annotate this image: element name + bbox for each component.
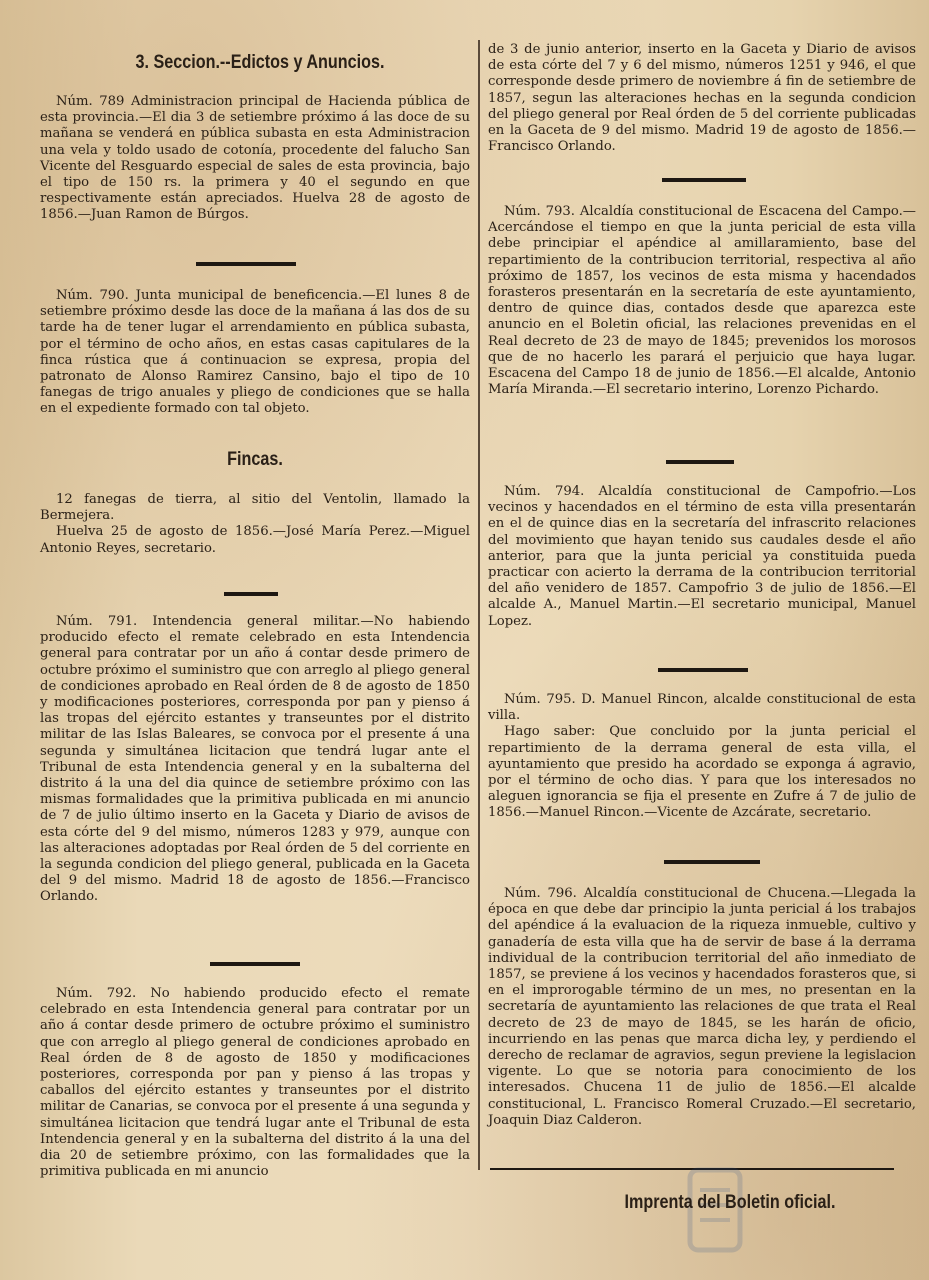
notice-793-text: Núm. 793. Alcaldía constitucional de Escacena del Campo.—Acercándose el tiempo en que la junta pericial de esta villa debe principiar el apéndice al amillaramiento, base del repartimiento de la contribucion territorial, respectiva al año próximo de 1857, los vecinos de esta misma y hacendados forasteros presentarán en la secretaría de este ayuntamiento, dentro de quince dias, contados desde que aparezca este anuncio en el Boletin oficial, las relaciones prevenidas en el Real decreto de 23 de mayo de 1845; prevenidos los morosos que de no hacerlo les parará el perjuicio que haya lugar. Escacena del Campo 18 de junio de 1856.—El alcalde, Antonio María Miranda.—El secretario interino, Lorenzo Pichardo. bbox=[488, 204, 916, 398]
notice-795-heading: Núm. 795. D. Manuel Rincon, alcalde constitucional de esta villa. bbox=[488, 692, 916, 724]
notice-790 bbox=[40, 288, 470, 418]
separator-rule bbox=[658, 668, 748, 672]
notice-793 bbox=[488, 204, 916, 398]
fincas-heading: Fincas. bbox=[227, 449, 283, 470]
separator-rule bbox=[662, 178, 746, 182]
notice-794-text: Núm. 794. Alcaldía constitucional de Campofrio.—Los vecinos y hacendados en el término de esta villa presentarán en el de quince dias en la secretaría del infrascrito relaciones del movimiento que hayan tenido sus caudales desde el año anterior, para que la junta pericial ya constituida pueda practicar con acierto la derrama de la contribucion territorial del año venidero de 1857. Campofrio 3 de julio de 1856.—El alcalde A., Manuel Martin.—El secretario municipal, Manuel Lopez. bbox=[488, 484, 916, 629]
notice-795 bbox=[488, 692, 916, 822]
separator-rule bbox=[210, 962, 300, 966]
separator-rule bbox=[224, 592, 278, 596]
notice-796-text: Núm. 796. Alcaldía constitucional de Chucena.—Llegada la época en que debe dar principio la junta pericial á los trabajos del apéndice á la evaluacion de la riqueza inmueble, cultivo y ganadería de esta villa que ha de servir de base á la derrama individual de la contribucion territorial del año inmediato de 1857, se previene á los vecinos y hacendados forasteros que, si en el improrogable término de un mes, no presentan en la secretaría de ayuntamiento las relaciones de que trata el Real decreto de 23 de mayo de 1845, se les harán de oficio, incurriendo en las penas que marca dicha ley, y perdiendo el derecho de reclamar de agravios, segun previene la legislacion vigente. Lo que se notoria para conocimiento de los interesados. Chucena 11 de julio de 1856.—El alcalde constitucional, L. Francisco Romeral Cruzado.—El secretario, Joaquin Diaz Calderon. bbox=[488, 886, 916, 1128]
notice-792 bbox=[40, 986, 470, 1180]
notice-792-text: Núm. 792. No habiendo producido efecto el remate celebrado en esta Intendencia general para contratar por un año á contar desde primero de octubre próximo el suministro que con arreglo al pliego general de condiciones aprobado en Real órden de 8 de agosto de 1850 y modificaciones posteriores, corresponda por pan y pienso á las tropas y caballos del ejército estantes y transeuntes por el distrito militar de Canarias, se convoca por el presente á una segunda y simultánea licitacion que tendrá lugar ante el Tribunal de esta Intendencia general y en la subalterna del distrito á la una del dia 20 de setiembre próximo, con las formalidades que la primitiva publicada en mi anuncio bbox=[40, 986, 470, 1180]
fincas-item: 12 fanegas de tierra, al sitio del Ventolin, llamado la Bermejera. bbox=[40, 492, 470, 524]
section-title: 3. Seccion.--Edictos y Anuncios. bbox=[135, 52, 385, 73]
notice-792-cont-text: de 3 de junio anterior, inserto en la Gaceta y Diario de avisos de esta córte del 7 y 6 del mismo, números 1251 y 946, el que corresponde desde primero de noviembre á fin de setiembre de 1857, segun las alteraciones hechas en la segunda condicion del pliego general por Real órden de 5 del corriente publicadas en la Gaceta de 9 del mismo. Madrid 19 de agosto de 1856.—Francisco Orlando. bbox=[488, 42, 916, 155]
notice-789-text: Núm. 789 Administracion principal de Hacienda pública de esta provincia.—El dia 3 de setiembre próximo á las doce de su mañana se venderá en pública subasta en esta Administracion una vela y toldo usado de cotonía, procedente del falucho San Vicente del Resguardo especial de sales de esta provincia, bajo el tipo de 150 rs. la primera y 40 el segundo en que respectivamente están apreciados. Huelva 28 de agosto de 1856.—Juan Ramon de Búrgos. bbox=[40, 94, 470, 223]
notice-789 bbox=[40, 94, 470, 224]
notice-791-text: Núm. 791. Intendencia general militar.—No habiendo producido efecto el remate celebrado en esta Intendencia general para contratar por un año á contar desde primero de octubre próximo el suministro que con arreglo al pliego general de condiciones aprobado en Real órden de 8 de agosto de 1850 y modificaciones posteriores, corresponda por pan y pienso á las tropas del ejército estantes y transeuntes por el distrito militar de las Islas Baleares, se convoca por el presente á una segunda y simultánea licitacion que tendrá lugar ante el Tribunal de esta Intendencia general y en la subalterna del distrito á la una del dia quince de setiembre próximo con las mismas formalidades que la primitiva publicada en mi anuncio de 7 de julio último inserto en la Gaceta y Diario de avisos de esta córte del 9 del mismo, números 1283 y 979, aunque con las alteraciones adoptadas por Real órden de 5 del corriente en la segunda condicion del pliego general, publicada en la Gaceta del 9 del mismo. Madrid 18 de agosto de 1856.—Francisco Orlando. bbox=[40, 614, 470, 905]
printer-imprint: Imprenta del Boletin oficial. bbox=[624, 1192, 836, 1213]
notice-794 bbox=[488, 484, 916, 630]
separator-rule bbox=[666, 460, 734, 464]
notice-791 bbox=[40, 614, 470, 906]
notice-792-continued bbox=[488, 42, 916, 155]
notice-790-text: Núm. 790. Junta municipal de beneficencia.—El lunes 8 de setiembre próximo desde las doce de la mañana á las dos de su tarde ha de tener lugar el arrendamiento en pública subasta, por el término de ocho años, en estas casas capitulares de la finca rústica que á continuacion se expresa, propia del patronato de Alonso Ramirez Cansino, bajo el tipo de 10 fanegas de trigo anuales y pliego de condiciones que se halla en el expediente formado con tal objeto. bbox=[40, 288, 470, 417]
separator-rule bbox=[664, 860, 760, 864]
column-divider bbox=[478, 40, 480, 1170]
notice-796 bbox=[488, 886, 916, 1129]
notice-795-text: Hago saber: Que concluido por la junta pericial el repartimiento de la derrama general de esta villa, el ayuntamiento que presido ha acordado se exponga á agravio, por el término de ocho dias. Y para que los interesados no aleguen ignorancia se fija el presente en Zufre á 7 de julio de 1856.—Manuel Rincon.—Vicente de Azcárate, secretario. bbox=[488, 724, 916, 821]
separator-rule bbox=[196, 262, 296, 266]
fincas-signature: Huelva 25 de agosto de 1856.—José María Perez.—Miguel Antonio Reyes, secretario. bbox=[40, 524, 470, 556]
fincas-list bbox=[40, 492, 470, 557]
